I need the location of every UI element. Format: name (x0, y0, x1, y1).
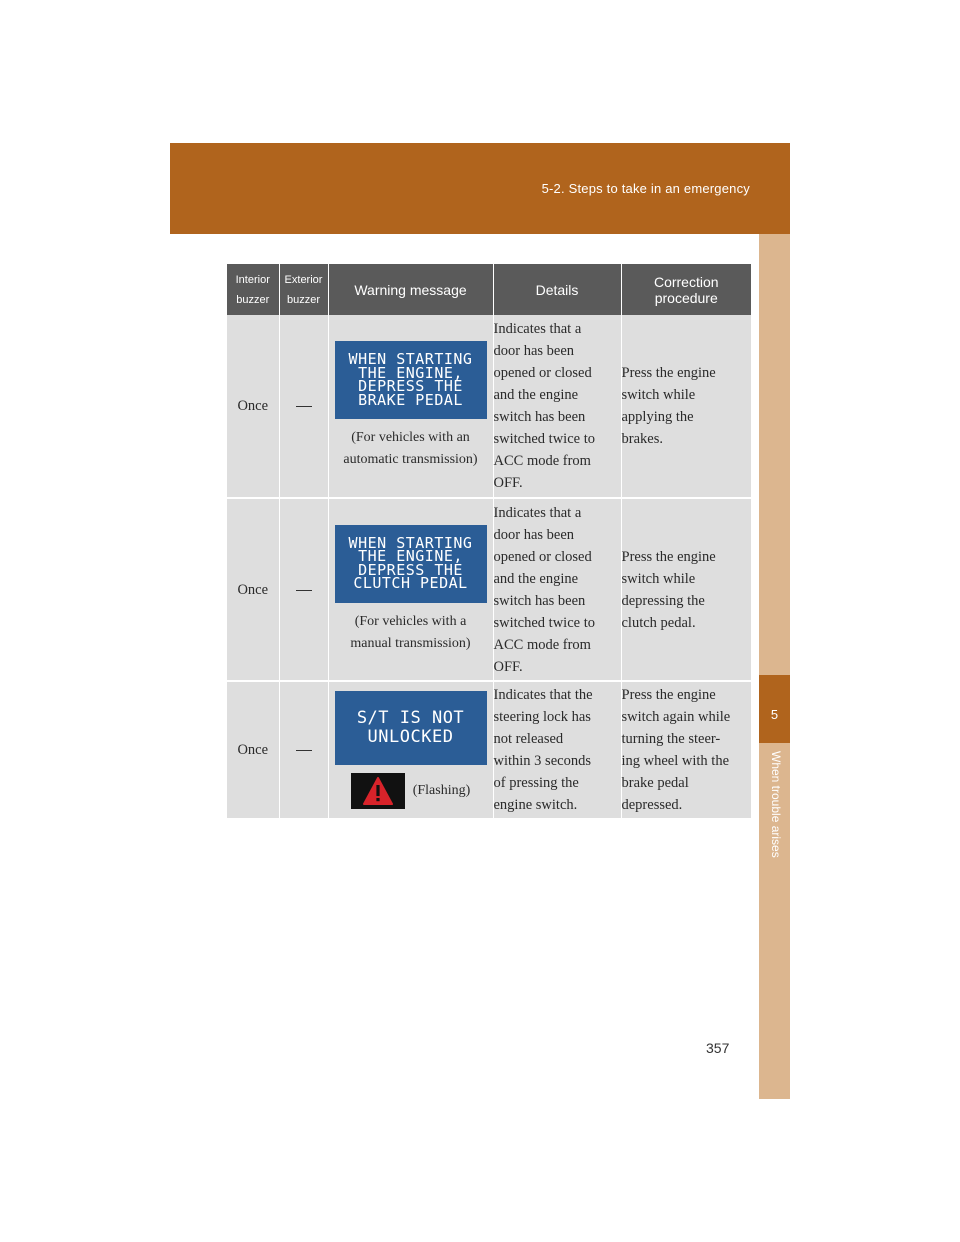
correction-line: brakes. (621, 431, 663, 447)
header-details: Details (493, 264, 621, 315)
caption-line: (For vehicles with an (351, 430, 470, 445)
header-exterior-line1: Exterior (284, 273, 323, 286)
details-line: and the engine (493, 387, 579, 403)
dash-mark (296, 750, 312, 751)
flashing-indicator (329, 773, 493, 809)
exterior-buzzer-cell (279, 315, 328, 498)
lcd-line: WHEN STARTING (348, 533, 473, 552)
details-line: ACC mode from (493, 453, 591, 469)
lcd-warning-display (335, 691, 487, 765)
correction-line: depressing the (621, 592, 705, 609)
lcd-line: DEPRESS THE (358, 560, 463, 579)
details-cell (493, 315, 621, 498)
interior-buzzer-cell: Once (227, 315, 279, 498)
details-line: OFF. (493, 475, 523, 491)
header-warning-message: Warning message (328, 264, 493, 315)
lcd-warning-display (335, 341, 487, 419)
chapter-title-tab (759, 745, 790, 945)
header-interior-line1: Interior (235, 273, 270, 286)
warning-message-cell (328, 315, 493, 498)
interior-buzzer-cell: Once (227, 681, 279, 819)
details-line: opened or closed (493, 365, 592, 381)
side-tab (759, 234, 790, 1099)
lcd-line: WHEN STARTING (348, 350, 473, 368)
correction-line: Press the engine (621, 687, 716, 703)
warning-table (227, 264, 751, 820)
warning-message-cell (328, 498, 493, 681)
details-line: ACC mode from (493, 636, 591, 653)
correction-line: applying the (621, 409, 694, 425)
header-correction (621, 264, 751, 315)
lcd-line: BRAKE PEDAL (358, 390, 463, 409)
lcd-line: DEPRESS THE (358, 377, 463, 395)
correction-cell (621, 315, 751, 498)
correction-line: depressed. (621, 797, 683, 813)
correction-line: Press the engine (621, 365, 716, 381)
details-line: switched twice to (493, 431, 595, 447)
table-header-row (227, 264, 751, 315)
display-caption (329, 611, 493, 655)
header-correction-line1: Correction (653, 273, 719, 290)
details-line: OFF. (493, 658, 523, 675)
interior-buzzer-cell: Once (227, 498, 279, 681)
flashing-label: (Flashing) (412, 783, 471, 798)
exterior-buzzer-cell (279, 681, 328, 819)
details-line: opened or closed (493, 548, 592, 565)
details-line: switch has been (493, 592, 586, 609)
details-line: engine switch. (493, 797, 578, 813)
table-row (227, 681, 751, 819)
dash-mark (296, 406, 312, 407)
header-exterior-buzzer (279, 264, 328, 315)
details-line: Indicates that a (493, 321, 582, 337)
page-number: 357 (706, 1040, 730, 1056)
details-line: switched twice to (493, 614, 595, 631)
header-bar (170, 143, 790, 234)
details-line: Indicates that the (493, 687, 593, 703)
details-line: door has been (493, 526, 575, 543)
details-cell (493, 681, 621, 819)
lcd-line: THE ENGINE, (358, 547, 463, 565)
dash-mark (296, 590, 312, 591)
table-row (227, 315, 751, 498)
caption-line: (For vehicles with a (354, 613, 467, 629)
details-line: of pressing the (493, 775, 579, 791)
correction-line: turning the steer- (621, 731, 721, 747)
caption-line: automatic transmission) (343, 452, 478, 467)
header-interior-buzzer (227, 264, 279, 315)
display-caption (329, 427, 493, 471)
correction-line: ing wheel with the (621, 753, 730, 769)
lcd-warning-display (335, 525, 487, 603)
lcd-line: UNLOCKED (367, 727, 454, 747)
correction-line: switch while (621, 387, 696, 403)
chapter-title: When trouble arises (769, 751, 783, 858)
correction-line: switch while (621, 570, 696, 587)
section-title: 5-2. Steps to take in an emergency (541, 181, 750, 196)
warning-message-cell (328, 681, 493, 819)
chapter-tab (759, 675, 790, 743)
header-correction-line2: procedure (654, 289, 718, 306)
lcd-line: THE ENGINE, (358, 363, 463, 382)
correction-line: clutch pedal. (621, 614, 696, 631)
details-line: within 3 seconds (493, 753, 591, 769)
warning-triangle-icon (351, 773, 405, 809)
correction-cell (621, 681, 751, 819)
correction-cell (621, 498, 751, 681)
correction-line: brake pedal (621, 775, 689, 791)
lcd-line: S/T IS NOT (356, 708, 465, 728)
header-interior-line2: buzzer (236, 293, 270, 306)
details-line: door has been (493, 343, 575, 359)
details-cell (493, 498, 621, 681)
details-line: switch has been (493, 409, 586, 425)
lcd-line: CLUTCH PEDAL (353, 574, 468, 592)
caption-line: manual transmission) (350, 635, 471, 651)
details-line: steering lock has (493, 709, 591, 725)
chapter-number: 5 (770, 707, 779, 722)
table-row (227, 498, 751, 681)
correction-line: Press the engine (621, 548, 716, 565)
details-line: Indicates that a (493, 504, 582, 521)
details-line: not released (493, 731, 564, 747)
details-line: and the engine (493, 570, 579, 587)
correction-line: switch again while (621, 709, 731, 725)
exterior-buzzer-cell (279, 498, 328, 681)
header-exterior-line2: buzzer (286, 293, 321, 306)
